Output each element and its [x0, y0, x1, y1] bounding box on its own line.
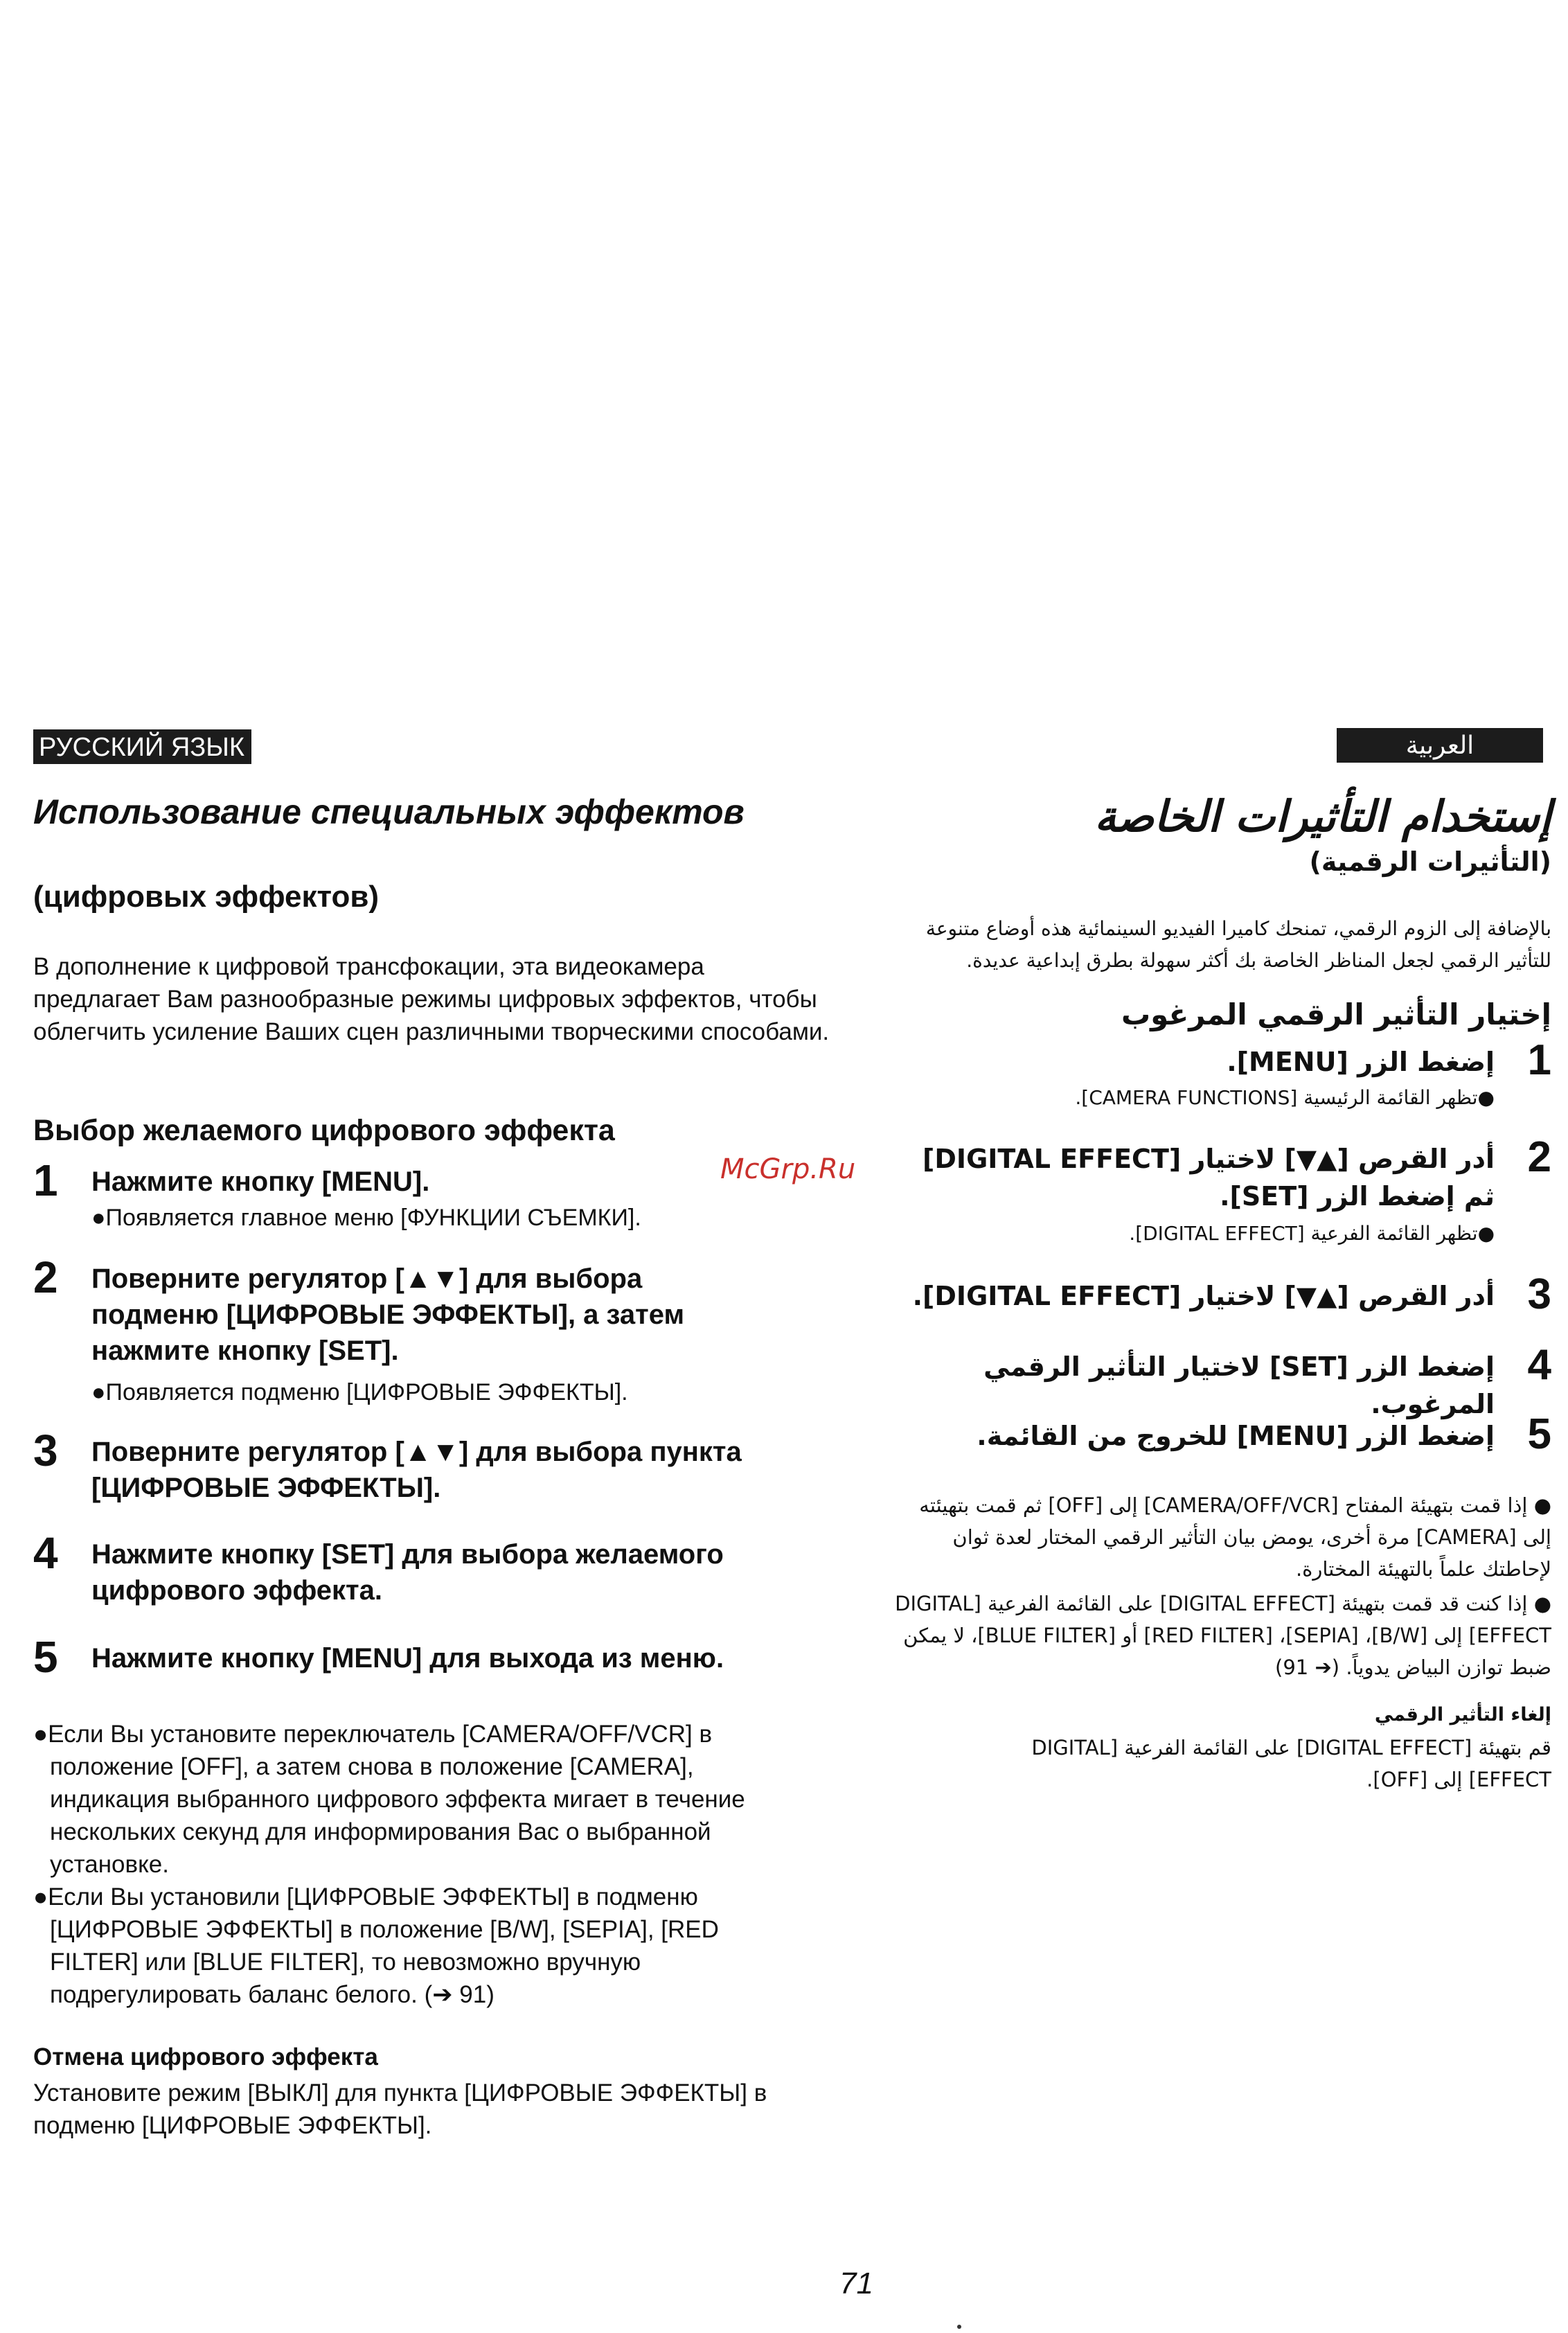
step-text: Поверните регулятор [▲▼] для выбора пункта [ЦИФРОВЫЕ ЭФФЕКТЫ]. — [91, 1437, 742, 1503]
step-text: Поверните регулятор [▲▼] для выбора подменю [ЦИФРОВЫЕ ЭФФЕКТЫ], а затем нажмите кнопку [SET]. — [91, 1263, 685, 1366]
note-item: ● إذا قمت بتهيئة المفتاح [CAMERA/OFF/VCR] إلى [OFF] ثم قمت بتهيئته إلى [CAMERA] مرة أخرى، يومض بيان التأثير الرقمي المختار لعدة ثوان لإحاطتك علماً بالتهيئة المختارة. — [919, 1493, 1551, 1581]
step-number: 4 — [1527, 1341, 1551, 1389]
arabic-subtitle: (التأثيرات الرقمية) — [1309, 846, 1551, 877]
step-text: Нажмите кнопку [MENU] для выхода из меню. — [91, 1643, 724, 1674]
note-item: ●Если Вы установите переключатель [CAMERA/OFF/VCR] в положение [OFF], а затем снова в положение [CAMERA], индикация выбранного цифрового эффекта мигает в течение нескольких секунд для информирования Вас о выбранной установке. — [33, 1721, 745, 1878]
language-badge-russian: РУССКИЙ ЯЗЫК — [33, 729, 251, 764]
language-badge-arabic: العربية — [1337, 728, 1543, 763]
watermark-text: McGrp.Ru — [720, 1153, 856, 1185]
page-subtitle: (цифровых эффектов) — [33, 880, 380, 914]
arabic-notes-list — [893, 1489, 1551, 1683]
step-note: ●Появляется подменю [ЦИФРОВЫЕ ЭФФЕКТЫ]. — [91, 1379, 628, 1405]
step-note: ●تظهر القائمة الفرعية [DIGITAL EFFECT]. — [1129, 1222, 1495, 1245]
note-item: ● إذا كنت قد قمت بتهيئة [DIGITAL EFFECT] على القائمة الفرعية [DIGITAL EFFECT] إلى [B/W]، [SEPIA]، [RED FILTER] أو [BLUE FILTER]، لا يمكن ضبط توازن البياض يدوياً. (➔ 91) — [895, 1592, 1551, 1679]
step-number: 1 — [33, 1155, 58, 1205]
intro-paragraph: В дополнение к цифровой трансфокации, эта видеокамера предлагает Вам разнообразные режимы цифровых эффектов, чтобы облегчить усиление Ваших сцен различными творческими способами. — [33, 953, 830, 1045]
cancel-heading: Отмена цифрового эффекта — [33, 2043, 378, 2070]
step-number: 2 — [33, 1252, 58, 1302]
step-number: 1 — [1527, 1036, 1551, 1084]
section-heading: Выбор желаемого цифрового эффекта — [33, 1114, 615, 1147]
arabic-section-heading: إختيار التأثير الرقمي المرغوب — [1121, 997, 1551, 1031]
step-text: إضغط الزر [SET] لاختيار التأثير الرقمي المرغوب. — [983, 1351, 1495, 1419]
page-number: 71 — [839, 2267, 873, 2300]
arabic-title: إستخدام التأثيرات الخاصة — [1094, 791, 1551, 842]
step-text: Нажмите кнопку [MENU]. — [91, 1166, 430, 1197]
step-number: 5 — [33, 1632, 58, 1682]
step-number: 3 — [33, 1426, 58, 1475]
arabic-cancel-heading: إلغاء التأثير الرقمي — [1374, 1704, 1551, 1726]
arabic-intro: بالإضافة إلى الزوم الرقمي، تمنحك كاميرا الفيديو السينمائية هذه أوضاع متنوعة للتأثير الرقمي لجعل المناظر الخاصة بك أكثر سهولة بطرق إبداعية عديدة. — [925, 917, 1551, 972]
step-text: إضغط الزر [MENU] للخروج من القائمة. — [977, 1421, 1495, 1451]
notes-list — [33, 1718, 809, 2011]
step-text: إضغط الزر [MENU]. — [1227, 1047, 1495, 1077]
step-note: ●Появляется главное меню [ФУНКЦИИ СЪЕМКИ]. — [91, 1205, 641, 1231]
arabic-cancel-text: قم بتهيئة [DIGITAL EFFECT] على القائمة الفرعية [DIGITAL EFFECT] إلى [OFF]. — [1031, 1736, 1551, 1791]
step-number: 3 — [1527, 1270, 1551, 1318]
step-text: Нажмите кнопку [SET] для выбора желаемого цифрового эффекта. — [91, 1539, 724, 1606]
step-number: 4 — [33, 1528, 58, 1578]
step-number: 5 — [1527, 1410, 1551, 1458]
page-title: Использование специальных эффектов — [33, 792, 745, 831]
step-number: 2 — [1527, 1133, 1551, 1181]
scan-speck — [957, 2325, 961, 2329]
step-text: أدر القرص [▲▼] لاختيار [DIGITAL EFFECT] ثم إضغط الزر [SET]. — [923, 1144, 1495, 1212]
step-note: ●تظهر القائمة الرئيسية [CAMERA FUNCTIONS]. — [1075, 1086, 1495, 1109]
note-item: ●Если Вы установили [ЦИФРОВЫЕ ЭФФЕКТЫ] в подменю [ЦИФРОВЫЕ ЭФФЕКТЫ] в положение [B/W], [SEPIA], [RED FILTER] или [BLUE FILTER], то невозможно вручную подрегулировать баланс белого. (➔ 91) — [33, 1883, 719, 2008]
step-text: أدر القرص [▲▼] لاختيار [DIGITAL EFFECT]. — [912, 1281, 1495, 1311]
cancel-text: Установите режим [ВЫКЛ] для пункта [ЦИФРОВЫЕ ЭФФЕКТЫ] в подменю [ЦИФРОВЫЕ ЭФФЕКТЫ]. — [33, 2079, 767, 2139]
